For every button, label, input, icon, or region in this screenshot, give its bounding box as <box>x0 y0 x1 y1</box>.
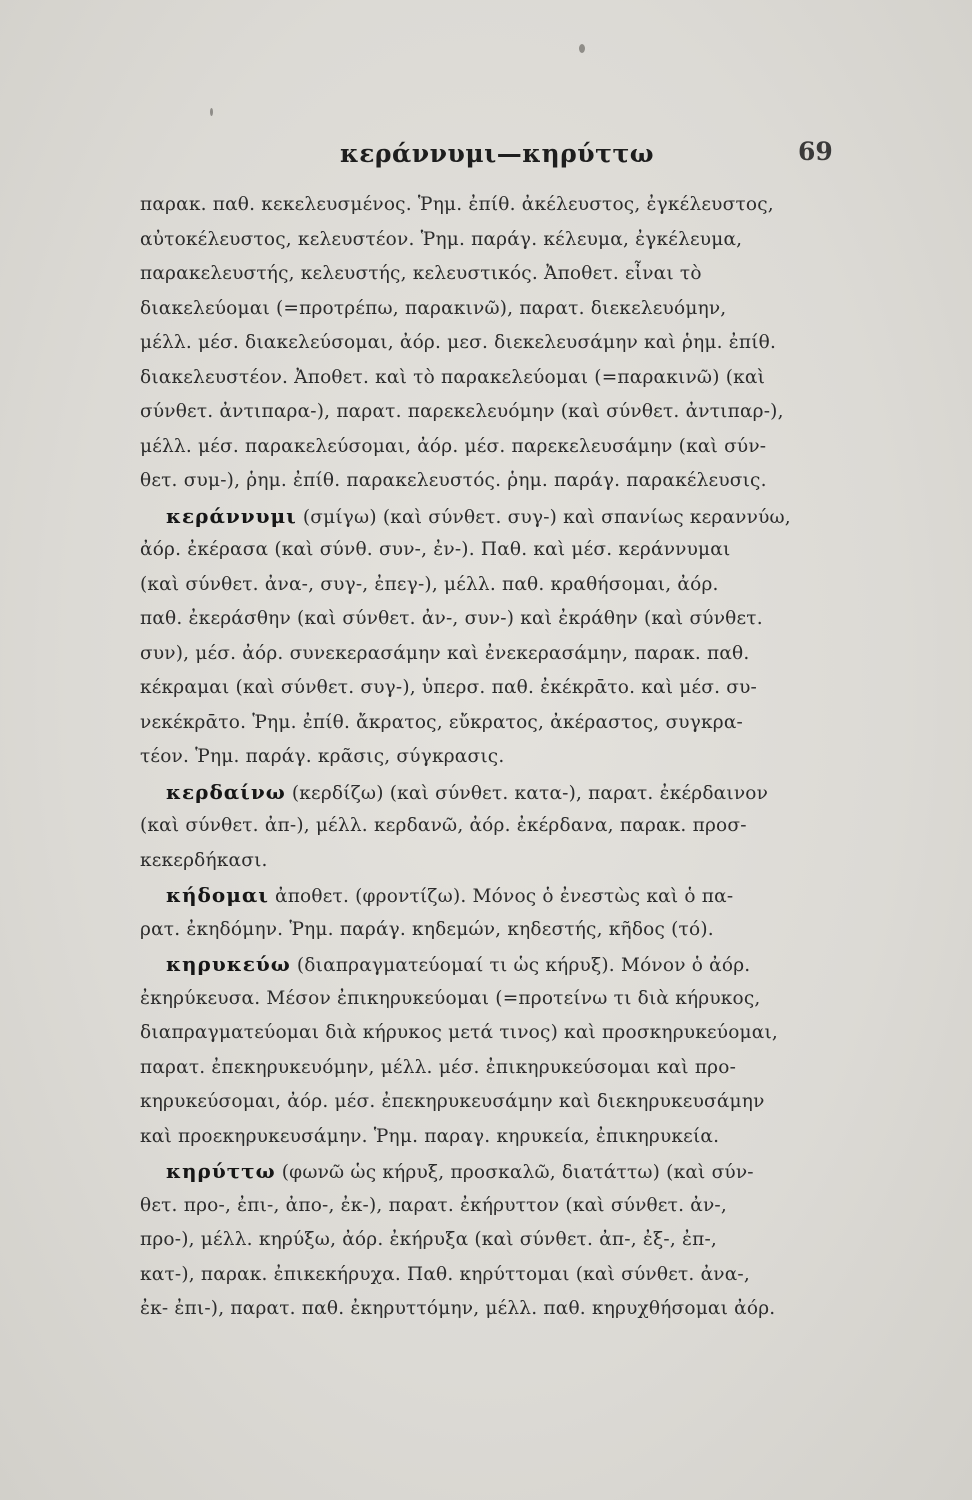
text-line <box>140 1085 830 1120</box>
dust-speck <box>579 44 585 53</box>
text-line <box>140 533 830 568</box>
line-text: ἀποθετ. (φροντίζω). Μόνος ὁ ἐνεστὼς καὶ ὁ πα- <box>268 886 734 907</box>
text-line <box>140 430 830 465</box>
line-text: κηρυκεύσομαι, ἀόρ. μέσ. ἐπεκηρυκευσάμην καὶ διεκηρυκευσάμην <box>140 1091 765 1112</box>
text-line <box>140 740 830 775</box>
text-line <box>140 1189 830 1224</box>
text-line <box>140 361 830 396</box>
line-text: (κερδίζω) (καὶ σύνθετ. κατα-), παρατ. ἐκέρδαινον <box>285 782 769 804</box>
line-text: θετ. συμ-), ῥημ. ἐπίθ. παρακελευστός. ῥημ. παράγ. παρακέλευσις. <box>140 470 767 491</box>
line-text: σύνθετ. ἀντιπαρα-), παρατ. παρεκελευόμην (καὶ σύνθετ. ἀντιπαρ-), <box>140 401 784 422</box>
head-word: κηρυκεύω <box>166 952 291 976</box>
text-line <box>140 1223 830 1258</box>
line-text: προ-), μέλλ. κηρύξω, ἀόρ. ἐκήρυξα (καὶ σύνθετ. ἀπ-, ἐξ-, ἐπ-, <box>140 1229 718 1250</box>
line-text: (διαπραγματεύομαί τι ὡς κήρυξ). Μόνον ὁ ἀόρ. <box>290 955 751 976</box>
line-text: ἐκηρύκευσα. Μέσον ἐπικηρυκεύομαι (=προτείνω τι διὰ κήρυκος, <box>140 987 761 1009</box>
text-line <box>140 1120 830 1155</box>
head-word: κήδομαι <box>166 883 269 907</box>
line-text: θετ. προ-, ἐπι-, ἀπο-, ἐκ-), παρατ. ἐκήρυττον (καὶ σύνθετ. ἀν-, <box>140 1194 727 1216</box>
text-line <box>140 292 830 327</box>
text-line <box>140 982 830 1017</box>
head-word: κεράννυμι <box>166 503 297 528</box>
text-line <box>140 844 830 879</box>
line-text: (καὶ σύνθετ. ἀνα-, συγ-, ἐπεγ-), μέλλ. παθ. κραθήσομαι, ἀόρ. <box>140 573 719 595</box>
text-line <box>140 706 830 741</box>
page-header <box>0 133 972 173</box>
text-line <box>140 568 830 603</box>
line-text: κατ-), παρακ. ἐπικεκήρυχα. Παθ. κηρύττομαι (καὶ σύνθετ. ἀνα-, <box>140 1263 750 1285</box>
head-word: κερδαίνω <box>166 779 286 804</box>
text-line <box>140 395 830 430</box>
entry-start-line <box>140 499 830 534</box>
text-line <box>140 257 830 292</box>
text-line <box>140 602 830 637</box>
entry-start-line <box>140 947 830 982</box>
line-text: (σμίγω) (καὶ σύνθετ. συγ-) καὶ σπανίως κεραννύω, <box>296 506 791 528</box>
text-line <box>140 1016 830 1051</box>
text-line <box>140 188 830 223</box>
line-text: ἐκ- ἐπι-), παρατ. παθ. ἐκηρυττόμην, μέλλ. παθ. κηρυχθήσομαι ἀόρ. <box>140 1298 776 1319</box>
line-text: τέον. Ῥημ. παράγ. κρᾶσις, σύγκρασις. <box>140 746 505 767</box>
line-text: παθ. ἐκεράσθην (καὶ σύνθετ. ἀν-, συν-) καὶ ἐκράθην (καὶ σύνθετ. <box>140 608 763 629</box>
text-line <box>140 637 830 672</box>
entry-start-line <box>140 775 830 810</box>
line-text: κεκερδήκασι. <box>140 849 268 871</box>
line-text: διακελευστέον. Ἀποθετ. καὶ τὸ παρακελεύομαι (=παρακινῶ) (καὶ <box>140 366 766 388</box>
line-text: διαπραγματεύομαι διὰ κήρυκος μετά τινος) καὶ προσκηρυκεύομαι, <box>140 1022 779 1043</box>
head-word: κηρύττω <box>166 1159 276 1183</box>
line-text: παρακ. παθ. κεκελευσμένος. Ῥημ. ἐπίθ. ἀκέλευστος, ἐγκέλευστος, <box>140 194 774 215</box>
line-text: ρατ. ἐκηδόμην. Ῥημ. παράγ. κηδεμών, κηδεστής, κῆδος (τό). <box>140 918 714 940</box>
text-line <box>140 1292 830 1327</box>
line-text: καὶ προεκηρυκευσάμην. Ῥημ. παραγ. κηρυκεία, ἐπικηρυκεία. <box>140 1125 720 1147</box>
line-text: παρατ. ἐπεκηρυκευόμην, μέλλ. μέσ. ἐπικηρυκεύσομαι καὶ προ- <box>140 1056 737 1078</box>
line-text: κέκραμαι (καὶ σύνθετ. συγ-), ὑπερσ. παθ. ἐκέκρᾱτο. καὶ μέσ. συ- <box>140 677 757 698</box>
text-line <box>140 671 830 706</box>
line-text: (καὶ σύνθετ. ἀπ-), μέλλ. κερδανῶ, ἀόρ. ἐκέρδανα, παρακ. προσ- <box>140 815 747 836</box>
line-text: αὐτοκέλευστος, κελευστέον. Ῥημ. παράγ. κέλευμα, ἐγκέλευμα, <box>140 228 743 250</box>
line-text: παρακελευστής, κελευστής, κελευστικός. Ἀποθετ. εἶναι τὸ <box>140 263 702 284</box>
line-text: διακελεύομαι (=προτρέπω, παρακινῶ), παρατ. διεκελευόμην, <box>140 297 727 319</box>
text-line <box>140 464 830 499</box>
line-text: ἀόρ. ἐκέρασα (καὶ σύνθ. συν-, ἐν-). Παθ. καὶ μέσ. κεράννυμαι <box>140 539 731 560</box>
line-text: μέλλ. μέσ. διακελεύσομαι, ἀόρ. μεσ. διεκελευσάμην καὶ ῥημ. ἐπίθ. <box>140 332 777 353</box>
entry-start-line <box>140 878 830 913</box>
line-text: μέλλ. μέσ. παρακελεύσομαι, ἀόρ. μέσ. παρεκελευσάμην (καὶ σύν- <box>140 435 767 457</box>
text-line <box>140 1258 830 1293</box>
entry-start-line <box>140 1154 830 1189</box>
line-text: συν), μέσ. ἀόρ. συνεκερασάμην καὶ ἐνεκερασάμην, παρακ. παθ. <box>140 642 750 664</box>
page-number: 69 <box>798 137 833 166</box>
text-line <box>140 809 830 844</box>
text-line <box>140 223 830 258</box>
text-line <box>140 326 830 361</box>
running-head: κεράννυμι—κηρύττω <box>340 139 655 168</box>
dust-speck <box>210 108 213 116</box>
line-text: (φωνῶ ὡς κήρυξ, προσκαλῶ, διατάττω) (καὶ σύν- <box>275 1162 754 1183</box>
text-line <box>140 1051 830 1086</box>
dictionary-text-block <box>140 188 830 1327</box>
text-line <box>140 913 830 948</box>
line-text: νεκέκρᾱτο. Ῥημ. ἐπίθ. ἄκρατος, εὔκρατος, ἀκέραστος, συγκρα- <box>140 711 743 733</box>
